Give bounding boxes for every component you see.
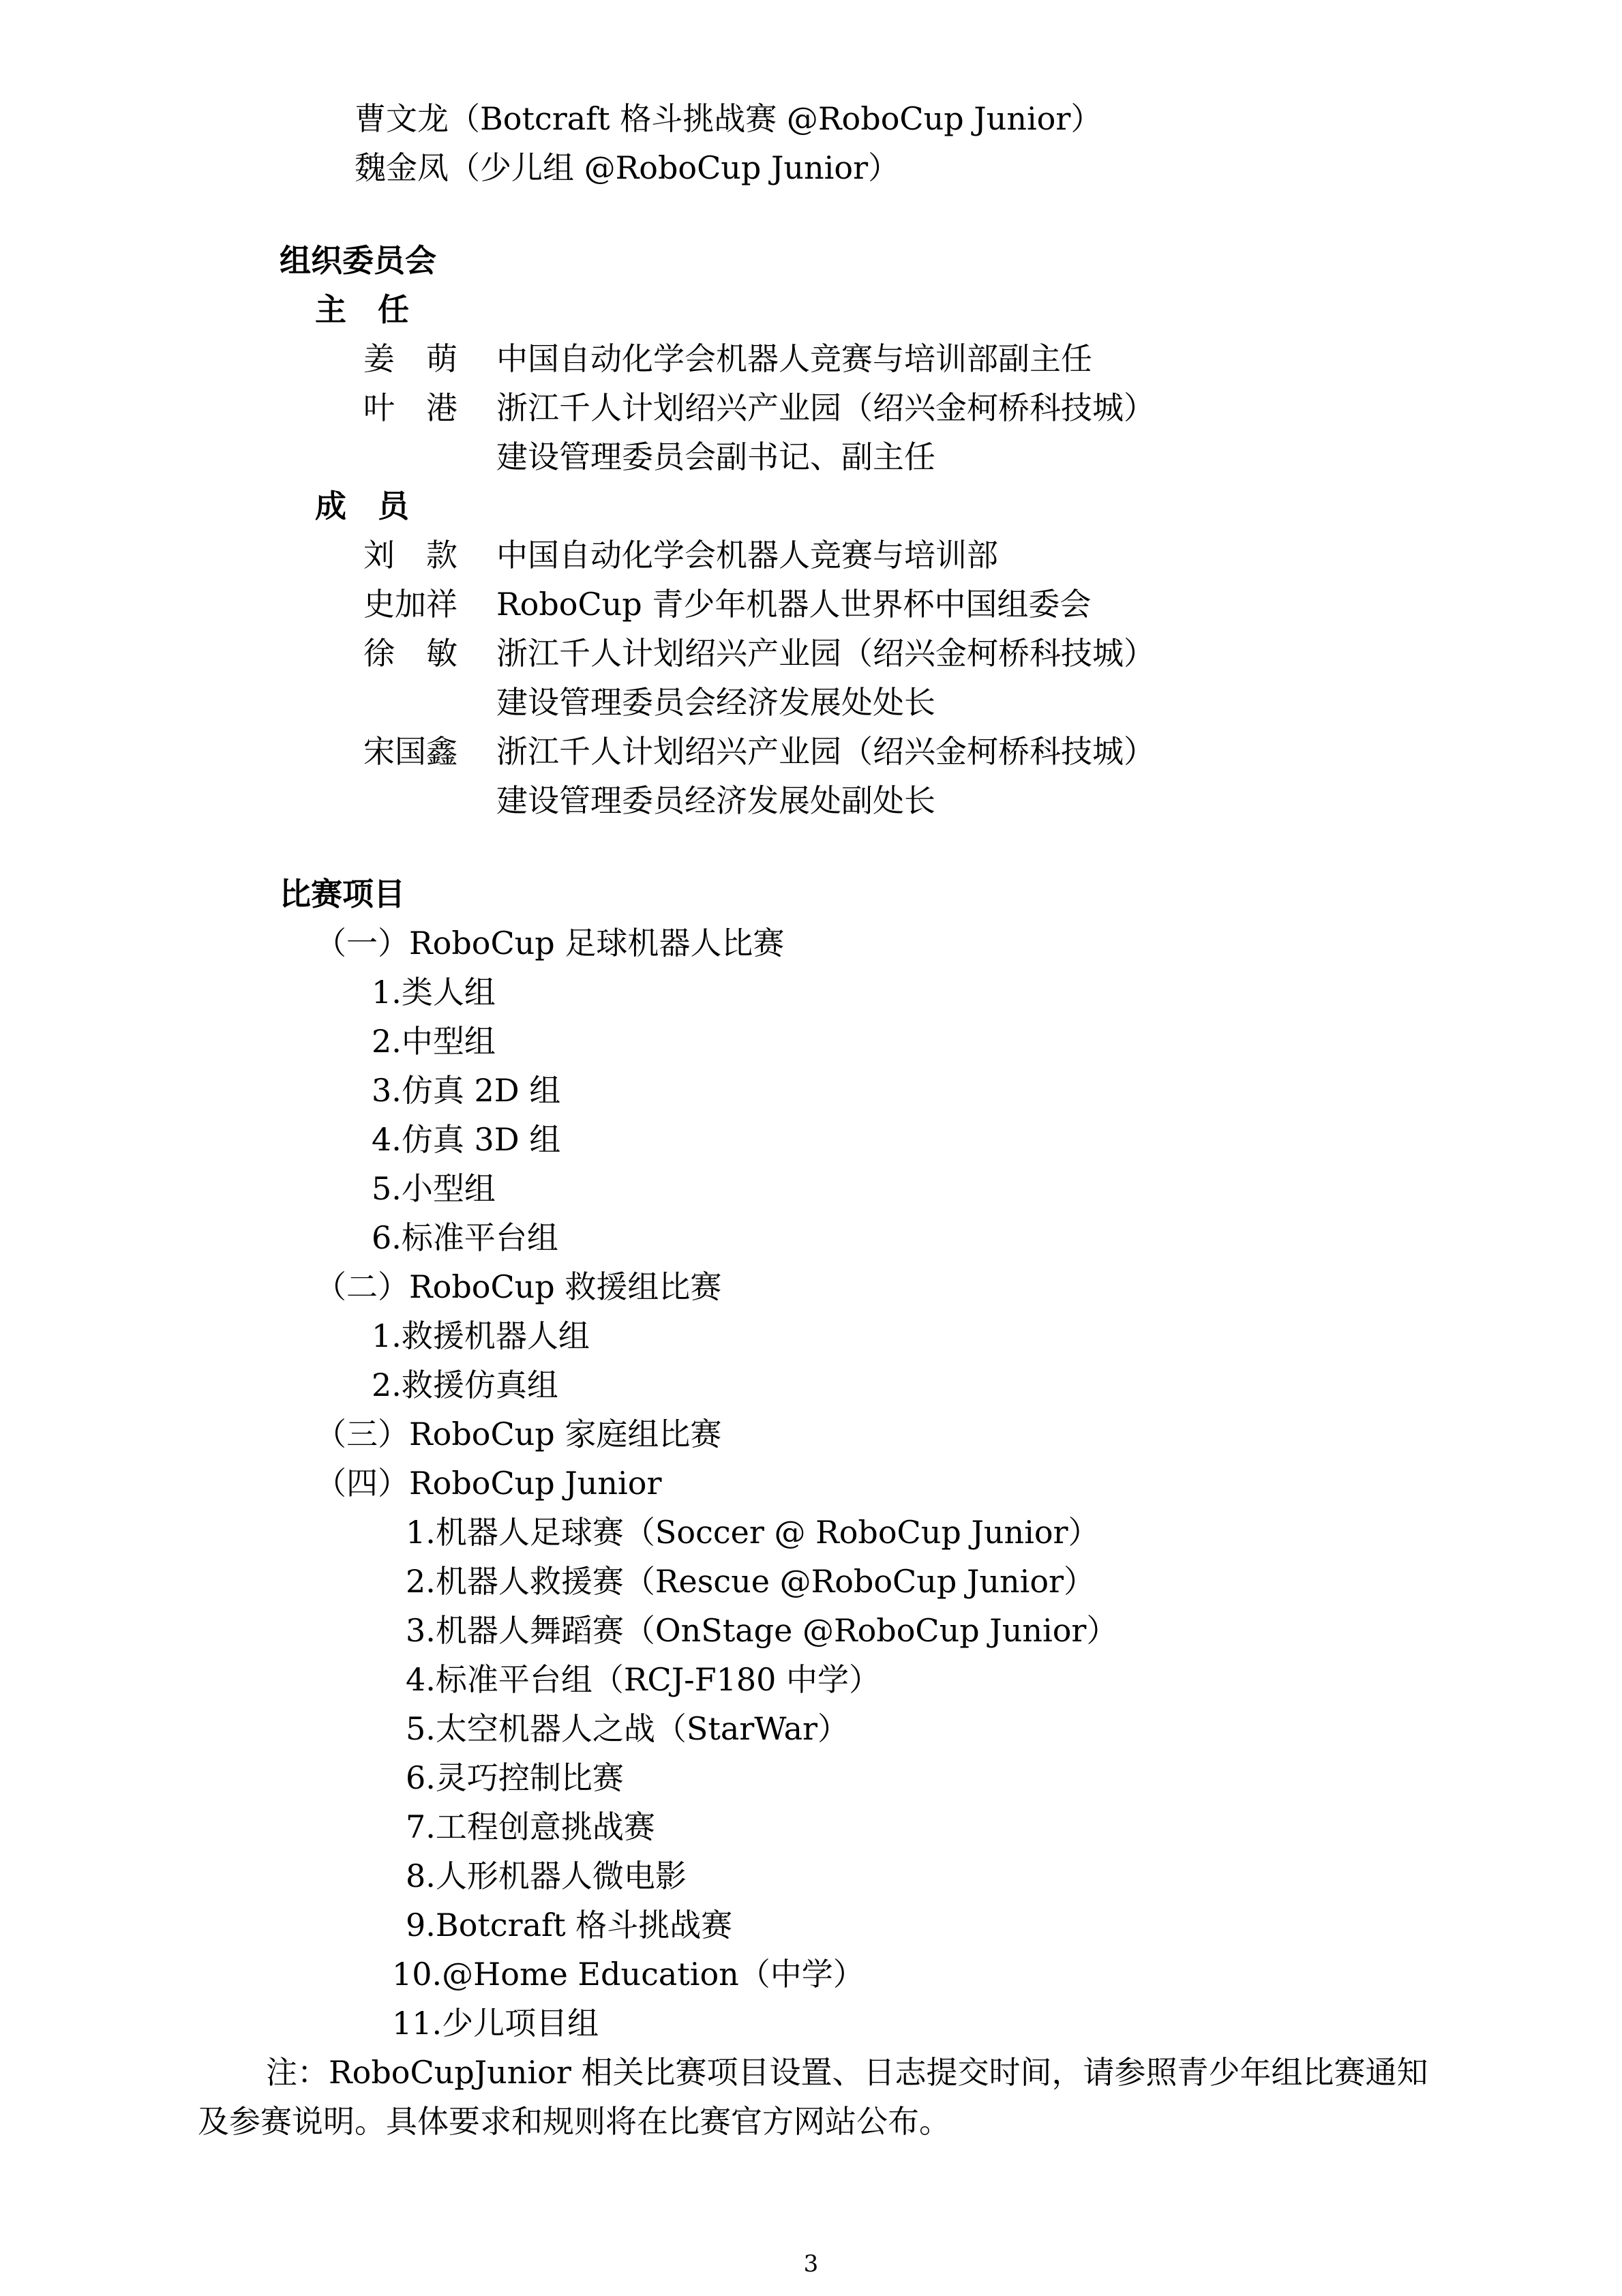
- event-section-label: （二）RoboCup 救援组比赛: [315, 1268, 722, 1305]
- person-name: 刘 款: [363, 537, 457, 573]
- judge-line: 曹文龙（Botcraft 格斗挑战赛 @RoboCup Junior）: [355, 100, 1102, 137]
- event-item: 2.中型组: [372, 1023, 496, 1060]
- person-name: 史加祥: [363, 586, 457, 623]
- person-name: 宋国鑫: [363, 733, 457, 770]
- event-item: 4.仿真 3D 组: [372, 1121, 561, 1158]
- event-item: 6.灵巧控制比赛: [406, 1759, 624, 1796]
- event-section-label: （三）RoboCup 家庭组比赛: [315, 1416, 722, 1452]
- person-title: RoboCup 青少年机器人世界杯中国组委会: [496, 586, 1092, 623]
- event-item: 11.少儿项目组: [392, 2005, 599, 2042]
- person-title: 浙江千人计划绍兴产业园（绍兴金柯桥科技城）: [496, 389, 1155, 426]
- event-item: 1.救援机器人组: [372, 1317, 590, 1354]
- event-item: 8.人形机器人微电影: [406, 1858, 687, 1894]
- person-name: 徐 敏: [363, 635, 457, 672]
- event-item: 10.@Home Education（中学）: [392, 1956, 865, 1993]
- person-title-cont: 建设管理委员会经济发展处处长: [496, 684, 935, 721]
- page-number: 3: [803, 2250, 819, 2278]
- note-line-2: 及参赛说明。具体要求和规则将在比赛官方网站公布。: [198, 2103, 950, 2140]
- section-title-org: 组织委员会: [280, 242, 436, 279]
- event-item: 2.机器人救援赛（Rescue @RoboCup Junior）: [406, 1563, 1096, 1600]
- event-item: 1.类人组: [372, 974, 496, 1011]
- person-title-cont: 建设管理委员会副书记、副主任: [496, 438, 935, 475]
- event-item: 9.Botcraft 格斗挑战赛: [406, 1907, 733, 1943]
- subsection-title-chair: 主 任: [315, 291, 409, 328]
- event-item: 2.救援仿真组: [372, 1367, 558, 1403]
- event-item: 7.工程创意挑战赛: [406, 1808, 655, 1845]
- event-item: 3.仿真 2D 组: [372, 1072, 561, 1109]
- event-item: 5.小型组: [372, 1170, 496, 1207]
- event-section-label: （一）RoboCup 足球机器人比赛: [315, 925, 785, 961]
- event-item: 3.机器人舞蹈赛（OnStage @RoboCup Junior）: [406, 1612, 1118, 1649]
- person-title: 中国自动化学会机器人竞赛与培训部副主任: [496, 340, 1092, 377]
- person-title: 浙江千人计划绍兴产业园（绍兴金柯桥科技城）: [496, 733, 1155, 770]
- event-item: 4.标准平台组（RCJ-F180 中学）: [406, 1661, 881, 1698]
- person-title-cont: 建设管理委员经济发展处副处长: [496, 782, 935, 819]
- judge-line: 魏金凤（少儿组 @RoboCup Junior）: [355, 149, 900, 186]
- subsection-title-members: 成 员: [315, 488, 409, 524]
- section-title-events: 比赛项目: [280, 876, 405, 912]
- event-item: 1.机器人足球赛（Soccer @ RoboCup Junior）: [406, 1514, 1100, 1551]
- person-title: 中国自动化学会机器人竞赛与培训部: [496, 537, 998, 573]
- person-name: 姜 萌: [363, 340, 457, 377]
- event-section-label: （四）RoboCup Junior: [315, 1465, 662, 1502]
- person-name: 叶 港: [363, 389, 457, 426]
- person-title: 浙江千人计划绍兴产业园（绍兴金柯桥科技城）: [496, 635, 1155, 672]
- note-line-1: 注：RoboCupJunior 相关比赛项目设置、日志提交时间，请参照青少年组比赛通知: [266, 2054, 1428, 2091]
- event-item: 6.标准平台组: [372, 1219, 558, 1256]
- event-item: 5.太空机器人之战（StarWar）: [406, 1710, 849, 1747]
